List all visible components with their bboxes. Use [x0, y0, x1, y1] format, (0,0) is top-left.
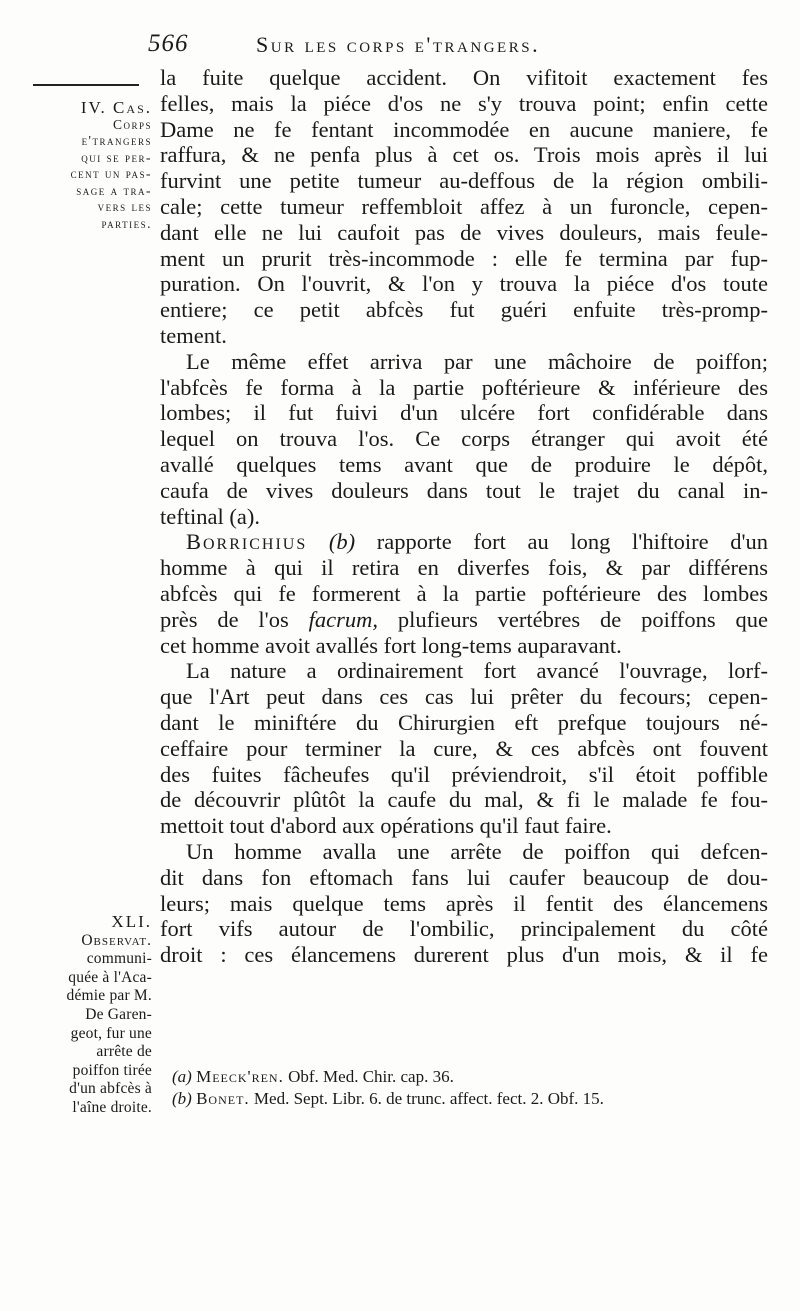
margin-note-line: poiffon tirée	[72, 1061, 152, 1079]
margin-note-line: IV. Cas.	[80, 98, 152, 117]
margin-note-heading: XLI.	[111, 912, 152, 931]
text-line: teftinal (a).	[160, 503, 260, 529]
text-line: dant elle ne lui caufoit pas de vives douleurs, mais feule-	[160, 219, 768, 245]
text-line: avallé quelques tems avant que de produire le dépôt,	[160, 451, 768, 477]
margin-note-line: Observat.	[81, 931, 152, 949]
margin-note-line: démie par M.	[66, 987, 152, 1005]
text-line: caufa de vives douleurs dans tout le trajet du canal in-	[160, 477, 768, 503]
text-line: droit : ces élancemens durerent plus d'un mois, & il fe	[160, 942, 768, 968]
footnote-text: Med. Sept. Libr. 6. de trunc. affect. fect. 2. Obf. 15.	[253, 1089, 604, 1108]
text-line: entiere; ce petit abfcès fut guéri enfuite très-promp-	[160, 297, 768, 323]
footnote-a	[172, 1066, 762, 1088]
margin-note-observation-xli	[22, 913, 152, 1118]
margin-note-line: parties.	[101, 215, 152, 231]
text-line: fort vifs autour de l'ombilic, principalement du côté	[160, 916, 768, 942]
margin-note-line: l'aîne droite.	[72, 1098, 152, 1116]
footnote-author: Meeck'ren.	[196, 1067, 284, 1086]
text-line: dit dans fon eftomach fans lui caufer beaucoup de dou-	[160, 864, 768, 890]
text-line: dant le miniftére du Chirurgien eft prefque toujours né-	[160, 709, 768, 735]
text-fragment: plufieurs vertébres de poiffons que	[397, 606, 768, 632]
text-line: cale; cette tumeur reffembloit affez à un furoncle, cepen-	[160, 193, 768, 219]
running-head	[148, 30, 768, 66]
text-line: Le même effet arriva par une mâchoire de poiffon;	[186, 348, 768, 374]
author-borrichius: Borrichius	[186, 529, 308, 555]
margin-note-line: e'trangers	[81, 133, 152, 148]
margin-rule	[33, 84, 139, 86]
text-line: des fuites fâcheufes qu'il préviendroit, s'il étoit poffible	[160, 761, 768, 787]
term-sacrum: facrum,	[308, 606, 378, 632]
text-line: La nature a ordinairement fort avancé l'ouvrage, lorf-	[186, 658, 768, 684]
margin-note-case-iv	[22, 100, 152, 232]
margin-note-line: Corps	[112, 116, 152, 132]
running-title: Sur les corps e'trangers.	[256, 32, 541, 57]
text-fragment: rapporte fort au long l'hiftoire d'un	[376, 529, 768, 555]
footnotes	[172, 1066, 762, 1110]
text-line: que l'Art peut dans ces cas lui prêter du fecours; cepen-	[160, 684, 768, 710]
text-line: ment un prurit très-incommode : elle fe termina par fup-	[160, 245, 768, 271]
text-line: l'abfcès fe forma à la partie poftérieure & inférieure des	[160, 374, 768, 400]
text-line: la fuite quelque accident. On vifitoit exactement fes	[160, 65, 768, 90]
text-line: lequel on trouva l'os. Ce corps étranger qui avoit été	[160, 426, 768, 452]
margin-note-line: cent un pas-	[70, 166, 152, 181]
text-line: tement.	[160, 322, 227, 348]
text-line: abfcès qui fe formerent à la partie poftérieure des lombes	[160, 580, 768, 606]
text-line: mettoit tout d'abord aux opérations qu'il faut faire.	[160, 813, 612, 839]
margin-note-line: arrête de	[96, 1043, 152, 1061]
text-line: puration. On l'ouvrit, & l'on y trouva la piéce d'os toute	[160, 271, 768, 297]
footnote-mark: (b)	[172, 1089, 192, 1108]
text-line	[160, 607, 768, 633]
text-line: leurs; mais quelque tems après il fentit des élancemens	[160, 890, 768, 916]
text-line: ceffaire pour terminer la cure, & ces abfcès ont fouvent	[160, 735, 768, 761]
margin-note-line: geot, fur une	[70, 1024, 152, 1042]
margin-note-line: d'un abfcès à	[69, 1080, 152, 1098]
text-line: furvint une petite tumeur au-deffous de la région ombili-	[160, 168, 768, 194]
text-line: lombes; il fut fuivi d'un ulcére fort confidérable dans	[160, 400, 768, 426]
footnote-b	[172, 1088, 762, 1110]
text-fragment: près de l'os	[160, 606, 289, 632]
margin-note-line: vers les	[97, 199, 152, 214]
text-line: cet homme avoit avallés fort long-tems auparavant.	[160, 632, 622, 658]
text-line	[160, 529, 768, 555]
footnote-ref-b: (b)	[328, 529, 356, 555]
margin-note-line: De Garen-	[85, 1005, 152, 1023]
footnote-author: Bonet.	[196, 1089, 250, 1108]
footnote-text: Obf. Med. Chir. cap. 36.	[288, 1067, 454, 1086]
text-line: Dame ne fe fentant incommodée en aucune maniere, fe	[160, 116, 768, 142]
text-line: raffura, & ne penfa plus à cet os. Trois mois après il lui	[160, 142, 768, 168]
text-line: felles, mais la piéce d'os ne s'y trouva point; enfin cette	[160, 90, 768, 116]
text-line: homme à qui il retira en diverfes fois, & par différens	[160, 555, 768, 581]
margin-note-line: communi-	[86, 950, 152, 968]
margin-note-line: sage a tra-	[76, 182, 152, 198]
text-line: de découvrir plûtôt la caufe du mal, & fi le malade fe fou-	[160, 787, 768, 813]
margin-note-line: quée à l'Aca-	[68, 968, 152, 986]
body-text	[160, 65, 768, 968]
margin-note-line: qui se per-	[81, 149, 152, 165]
footnote-mark: (a)	[172, 1067, 192, 1086]
page-number: 566	[148, 30, 189, 57]
text-line: Un homme avalla une arrête de poiffon qui defcen-	[186, 838, 768, 864]
